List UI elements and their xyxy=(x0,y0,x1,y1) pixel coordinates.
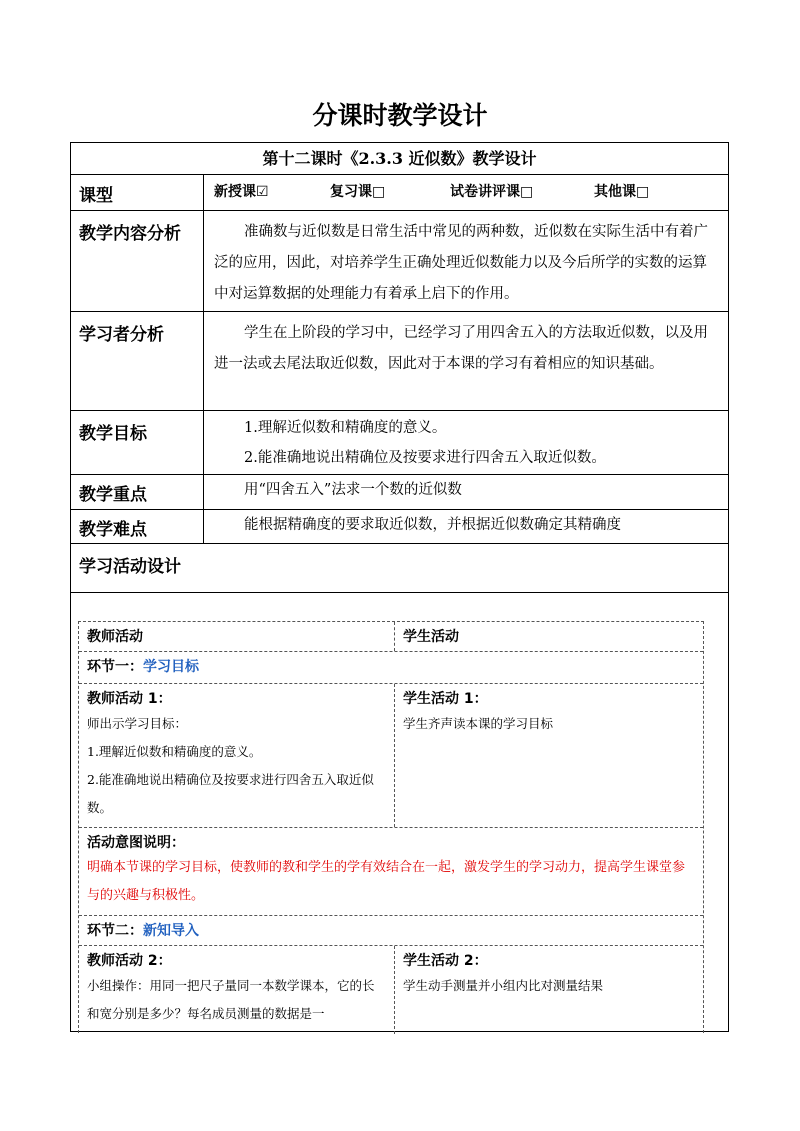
learner-analysis-label: 学习者分析 xyxy=(71,312,204,410)
section2-row xyxy=(79,916,703,946)
section2-prefix: 环节二： xyxy=(87,923,143,939)
objective-item: 1.理解近似数和精确度的意义。 xyxy=(244,420,447,436)
teacher-activity1-line: 2.能准确地说出精确位及按要求进行四舍五入取近似数。 xyxy=(87,772,374,815)
objectives-list xyxy=(204,411,728,473)
section1-row xyxy=(79,652,703,684)
key-point-label: 教学重点 xyxy=(71,475,204,509)
activity2-row xyxy=(79,946,703,1034)
intent1-row xyxy=(79,828,703,916)
teacher-activity1-line: 师出示学习目标： xyxy=(87,716,188,731)
key-point-text: 用“四舍五入”法求一个数的近似数 xyxy=(244,482,462,498)
learner-analysis-text: 学生在上阶段的学习中，已经学习了用四舍五入的方法取近似数，以及用进一法或去尾法取近似数，因此对于本课的学习有着相应的知识基础。 xyxy=(214,325,708,372)
section1-cell xyxy=(79,652,703,683)
teacher-activity1-title: 教师活动 1： xyxy=(87,691,172,707)
content-analysis-label: 教学内容分析 xyxy=(71,211,204,311)
learner-analysis-row xyxy=(71,312,728,411)
lesson-title-row xyxy=(71,143,728,175)
lesson-type-options xyxy=(204,175,728,205)
difficulty-text: 能根据精确度的要求取近似数，并根据近似数确定其精确度 xyxy=(244,517,621,533)
lesson-title: 第十二课时《2.3.3 近似数》教学设计 xyxy=(262,149,537,168)
section2-cell xyxy=(79,916,703,945)
student-activity2-title: 学生活动 2： xyxy=(403,953,488,969)
section1-prefix: 环节一： xyxy=(87,659,143,675)
content-analysis-row xyxy=(71,211,728,312)
student-activity1-text: 学生齐声读本课的学习目标 xyxy=(403,716,554,731)
section1-name: 学习目标 xyxy=(143,659,199,675)
objective-item: 2.能准确地说出精确位及按要求进行四舍五入取近似数。 xyxy=(244,450,606,466)
difficulty-label: 教学难点 xyxy=(71,510,204,543)
teacher-activity2-cell xyxy=(79,946,395,1034)
activity-divider xyxy=(71,592,728,593)
lesson-type-row xyxy=(71,175,728,211)
activity-design-label: 学习活动设计 xyxy=(79,557,181,577)
lesson-type-label: 课型 xyxy=(71,175,204,210)
key-point-row xyxy=(71,475,728,510)
student-activity1-title: 学生活动 1： xyxy=(403,691,488,707)
objectives-row xyxy=(71,411,728,475)
intent1-text: 明确本节课的学习目标，使教师的教和学生的学有效结合在一起，激发学生的学习动力，提高学生课堂参与的兴趣与积极性。 xyxy=(87,860,686,903)
activity1-row xyxy=(79,684,703,828)
teacher-activity1-cell xyxy=(79,684,395,827)
student-activity2-cell xyxy=(395,946,703,1034)
teacher-activity2-text: 小组操作：用同一把尺子量同一本数学课本，它的长和宽分别是多少？每名成员测量的数据是一 xyxy=(87,978,375,1021)
section2-name: 新知导入 xyxy=(143,923,199,939)
activity-header-row xyxy=(79,622,703,652)
teacher-header: 教师活动 xyxy=(87,629,143,645)
teacher-activity2-title: 教师活动 2： xyxy=(87,953,172,969)
lesson-type-new[interactable]: 新授课☑ xyxy=(214,184,269,200)
student-activity1-cell xyxy=(395,684,703,827)
student-header-cell xyxy=(395,622,703,651)
teacher-activity1-line: 1.理解近似数和精确度的意义。 xyxy=(87,744,262,759)
intent1-cell xyxy=(79,828,703,915)
lesson-type-exam-review[interactable]: 试卷讲评课□ xyxy=(450,184,534,200)
student-header: 学生活动 xyxy=(403,629,459,645)
intent1-title: 活动意图说明： xyxy=(87,835,185,851)
lesson-plan-table xyxy=(70,142,729,1032)
activity-table xyxy=(78,621,704,1033)
lesson-type-review[interactable]: 复习课□ xyxy=(330,184,386,200)
teacher-header-cell xyxy=(79,622,395,651)
difficulty-row xyxy=(71,510,728,544)
page-title: 分课时教学设计 xyxy=(312,101,488,130)
objectives-label: 教学目标 xyxy=(71,411,204,474)
lesson-type-other[interactable]: 其他课□ xyxy=(594,184,650,200)
content-analysis-text: 准确数与近似数是日常生活中常见的两种数，近似数在实际生活中有着广泛的应用，因此，对培养学生正确处理近似数能力以及今后所学的实数的运算中对运算数据的处理能力有着承上启下的作用。 xyxy=(214,224,708,302)
student-activity2-text: 学生动手测量并小组内比对测量结果 xyxy=(403,978,604,993)
